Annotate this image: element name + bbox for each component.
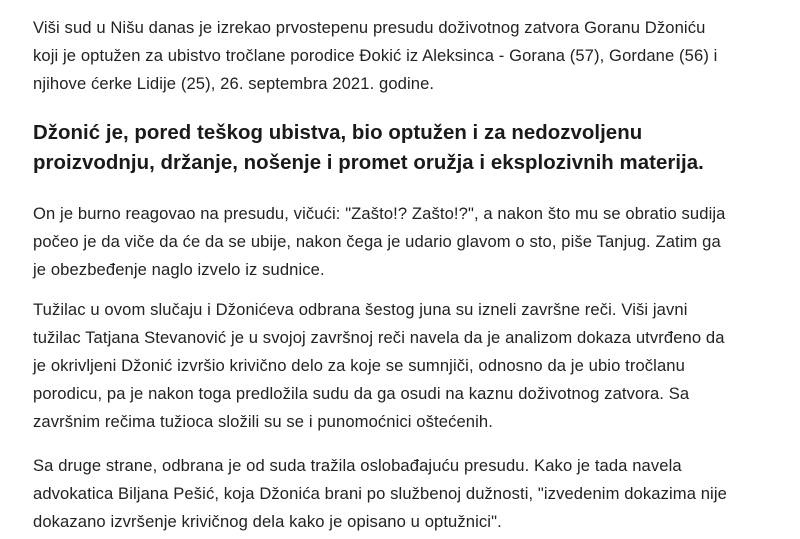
article-paragraph-3: Tužilac u ovom slučaju i Džonićeva odbrana šestog juna su izneli završne reči. Viši javni tužilac Tatjana Stevanović je u svojoj završnoj reči navela da je analizom dokaza utvrđeno da je okrivljeni Džonić izvršio krivično delo za koje se sumnjiči, odnosno da je ubio tročlanu porodicu, pa je nakon toga predložila sudu da ga osudi na kaznu doživotnog zatvora. Sa završnim rečima tužioca složili su se i punomoćnici oštećenih.	[33, 300, 725, 431]
article-paragraph-2: On je burno reagovao na presudu, vičući: "Zašto!? Zašto!?", a nakon što mu se obratio sudija počeo je da viče da će da se ubije, nakon čega je udario glavom o sto, piše Tanjug. Zatim ga je obezbeđenje naglo izvelo iz sudnice.	[33, 204, 726, 279]
article-paragraph-1: Viši sud u Nišu danas je izrekao prvostepenu presudu doživotnog zatvora Goranu Džoniću koji je optužen za ubistvo tročlane porodice Đokić iz Aleksinca - Gorana (57), Gordane (56) i njihove ćerke Lidije (25), 26. septembra 2021. godine.	[33, 18, 718, 93]
article-subheading: Džonić je, pored teškog ubistva, bio optužen i za nedozvoljenu proizvodnju, držanje, nošenje i promet oružja i eksplozivnih materija.	[33, 122, 704, 174]
article-paragraph-4: Sa druge strane, odbrana je od suda tražila oslobađajuću presudu. Kako je tada navela advokatica Biljana Pešić, koja Džonića brani po službenoj dužnosti, "izvedenim dokazima nije dokazano izvršenje krivičnog dela kako je opisano u optužnici".	[33, 456, 727, 531]
